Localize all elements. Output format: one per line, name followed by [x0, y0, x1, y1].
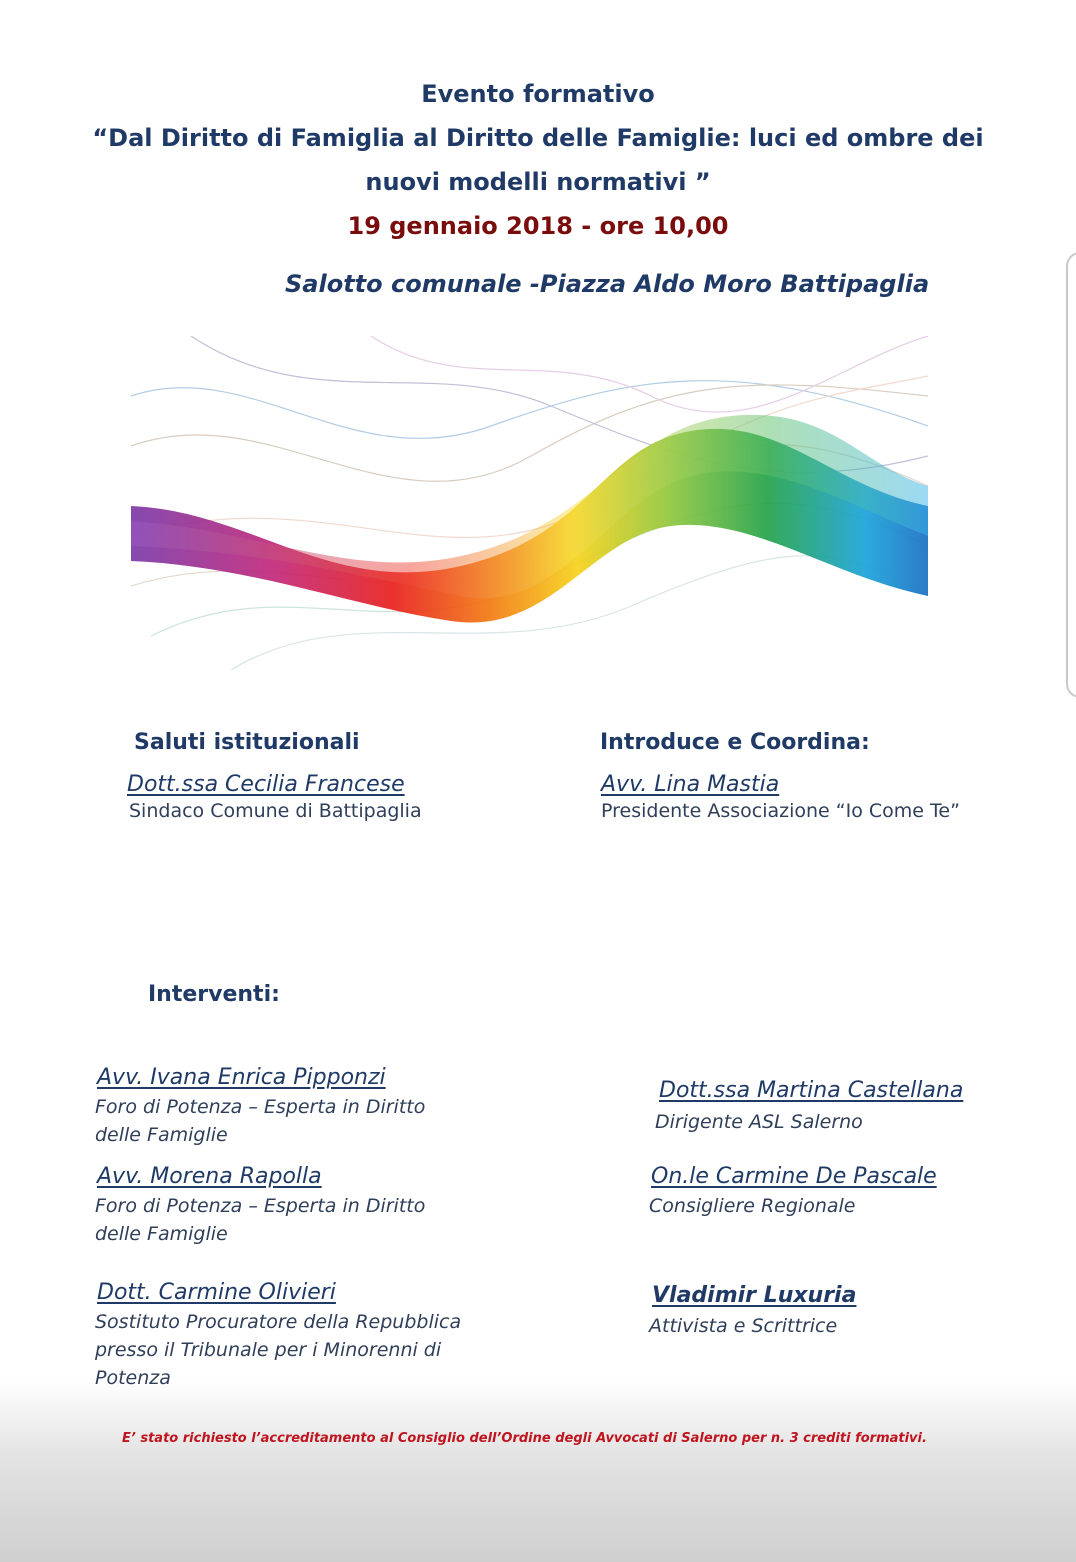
- speaker-name: Avv. Morena Rapolla: [97, 1164, 322, 1189]
- speaker-name: Vladimir Luxuria: [652, 1283, 857, 1308]
- speaker-role: delle Famiglie: [95, 1223, 228, 1245]
- speaker-role: Foro di Potenza – Esperta in Diritto: [95, 1096, 426, 1118]
- rainbow-wave-image: [131, 336, 928, 670]
- speaker-role: Potenza: [95, 1367, 171, 1389]
- event-title-line2: nuovi modelli normativi ”: [365, 168, 711, 196]
- event-type: Evento formativo: [421, 80, 655, 108]
- speaker-name: On.le Carmine De Pascale: [651, 1164, 937, 1189]
- speaker-name: Avv. Ivana Enrica Pipponzi: [97, 1065, 386, 1090]
- event-date: 19 gennaio 2018 - ore 10,00: [347, 212, 729, 240]
- intro-heading: Introduce e Coordina:: [600, 730, 870, 755]
- speaker-role: Foro di Potenza – Esperta in Diritto: [95, 1195, 426, 1217]
- intro-speaker-name: Avv. Lina Mastia: [601, 772, 780, 797]
- speaker-role: Consigliere Regionale: [649, 1195, 856, 1217]
- accreditation-note: E’ stato richiesto l’accreditamento al Consiglio dell’Ordine degli Avvocati di Salerno per n. 3 crediti formativi.: [122, 1431, 927, 1446]
- event-title-line1: “Dal Diritto di Famiglia al Diritto delle Famiglie: luci ed ombre dei: [92, 124, 984, 152]
- welcome-speaker-role: Sindaco Comune di Battipaglia: [129, 800, 422, 822]
- scroll-edge-handle[interactable]: [1066, 252, 1076, 698]
- speaker-name: Dott.ssa Martina Castellana: [659, 1078, 964, 1103]
- speaker-role: delle Famiglie: [95, 1124, 228, 1146]
- speaker-role: Attivista e Scrittrice: [649, 1315, 838, 1337]
- welcome-speaker-name: Dott.ssa Cecilia Francese: [127, 772, 405, 797]
- speaker-role: presso il Tribunale per i Minorenni di: [95, 1339, 442, 1361]
- event-venue: Salotto comunale -Piazza Aldo Moro Battipaglia: [285, 270, 930, 298]
- speaker-role: Sostituto Procuratore della Repubblica: [95, 1311, 462, 1333]
- speaker-role: Dirigente ASL Salerno: [655, 1111, 863, 1133]
- bottom-gradient: [0, 1380, 1076, 1562]
- speakers-heading: Interventi:: [148, 982, 280, 1007]
- welcome-heading: Saluti istituzionali: [134, 730, 360, 755]
- speaker-name: Dott. Carmine Olivieri: [97, 1280, 336, 1305]
- intro-speaker-role: Presidente Associazione “Io Come Te”: [601, 800, 960, 822]
